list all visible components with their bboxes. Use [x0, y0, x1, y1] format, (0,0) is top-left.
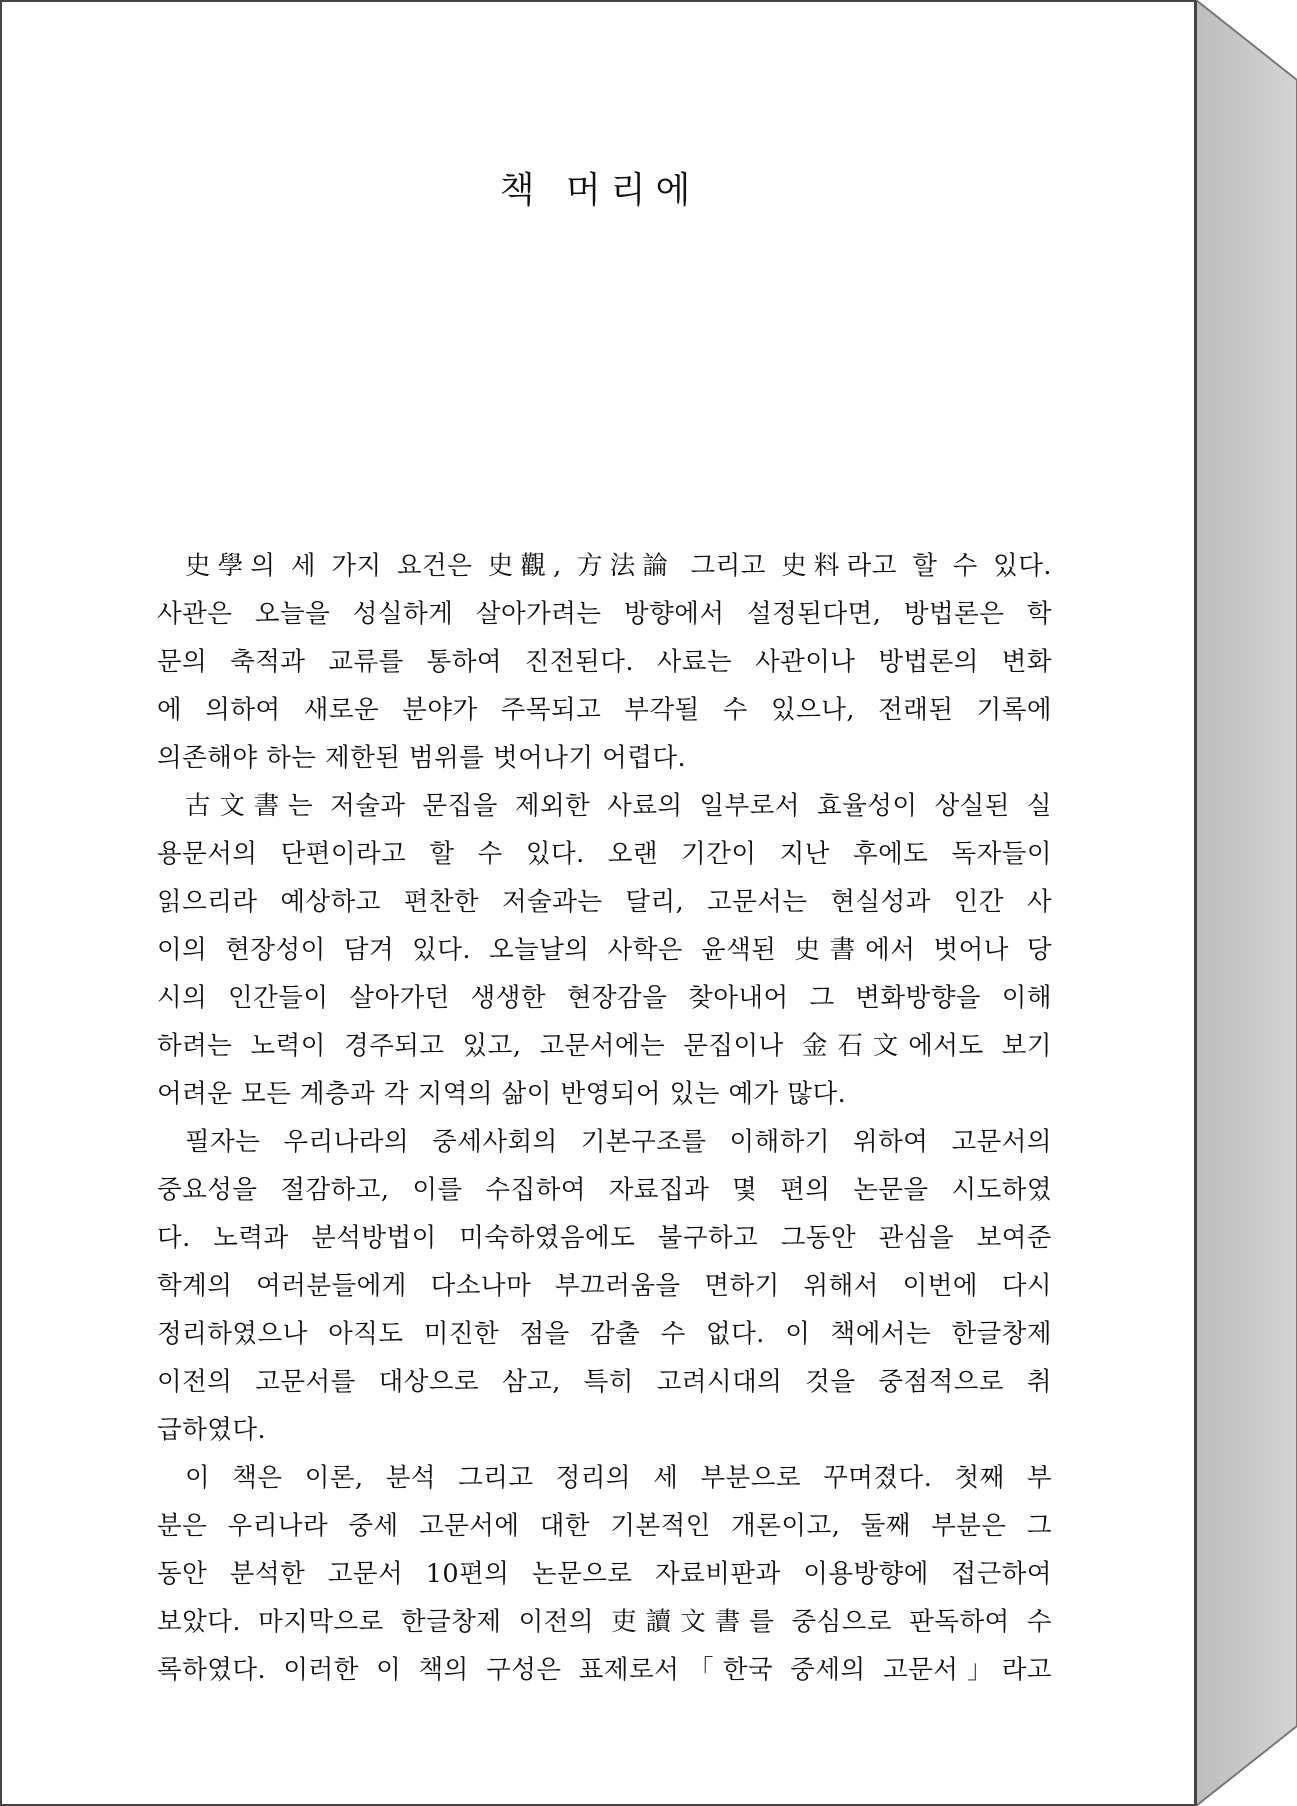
text-line: 이전의 고문서를 대상으로 삼고, 특히 고려시대의 것을 중점적으로 취 [157, 1367, 1052, 1397]
text-line: 에 의하여 새로운 분야가 주목되고 부각될 수 있으나, 전래된 기록에 [157, 695, 1052, 725]
text-line: 문의 축적과 교류를 통하여 진전된다. 사료는 사관이나 방법론의 변화 [157, 647, 1052, 677]
text-line: 읽으리라 예상하고 편찬한 저술과는 달리, 고문서는 현실성과 인간 사 [157, 887, 1052, 917]
text-line: 史學의 세 가지 요건은 史觀, 方法論 그리고 史料라고 할 수 있다. [185, 551, 1052, 581]
text-line: 古文書는 저술과 문집을 제외한 사료의 일부로서 효율성이 상실된 실 [185, 791, 1052, 821]
text-line: 이 책은 이론, 분석 그리고 정리의 세 부분으로 꾸며졌다. 첫째 부 [185, 1463, 1052, 1493]
text-line: 학계의 여러분들에게 다소나마 부끄러움을 면하기 위해서 이번에 다시 [157, 1271, 1052, 1301]
text-line: 사관은 오늘을 성실하게 살아가려는 방향에서 설정된다면, 방법론은 학 [157, 599, 1052, 629]
text-line: 필자는 우리나라의 중세사회의 기본구조를 이해하기 위하여 고문서의 [185, 1127, 1052, 1157]
text-line: 급하였다. [157, 1415, 267, 1445]
page-stack-edge [1196, 0, 1297, 1806]
text-line: 중요성을 절감하고, 이를 수집하여 자료집과 몇 편의 논문을 시도하였 [157, 1175, 1052, 1205]
text-line: 보았다. 마지막으로 한글창제 이전의 吏讀文書를 중심으로 판독하여 수 [157, 1607, 1052, 1637]
text-line: 용문서의 단편이라고 할 수 있다. 오랜 기간이 지난 후에도 독자들이 [157, 839, 1052, 869]
text-line: 동안 분석한 고문서 10편의 논문으로 자료비판과 이용방향에 접근하여 [157, 1559, 1052, 1589]
page-title: 책 머리에 [499, 170, 701, 211]
text-line: 시의 인간들이 살아가던 생생한 현장감을 찾아내어 그 변화방향을 이해 [157, 983, 1052, 1013]
text-line: 의존해야 하는 제한된 범위를 벗어나기 어렵다. [157, 743, 687, 773]
text-line: 분은 우리나라 중세 고문서에 대한 기본적인 개론이고, 둘째 부분은 그 [157, 1511, 1052, 1541]
text-line: 정리하였으나 아직도 미진한 점을 감출 수 없다. 이 책에서는 한글창제 [157, 1319, 1052, 1349]
text-line: 이의 현장성이 담겨 있다. 오늘날의 사학은 윤색된 史書에서 벗어나 당 [157, 935, 1052, 965]
body-text [157, 542, 1052, 1694]
text-line: 록하였다. 이러한 이 책의 구성은 표제로서「한국 중세의 고문서」라고 [157, 1655, 1052, 1685]
text-line: 다. 노력과 분석방법이 미숙하였음에도 불구하고 그동안 관심을 보여준 [157, 1223, 1052, 1253]
text-line: 어려운 모든 계층과 각 지역의 삶이 반영되어 있는 예가 많다. [157, 1079, 847, 1109]
text-line: 하려는 노력이 경주되고 있고, 고문서에는 문집이나 金石文에서도 보기 [157, 1031, 1052, 1061]
